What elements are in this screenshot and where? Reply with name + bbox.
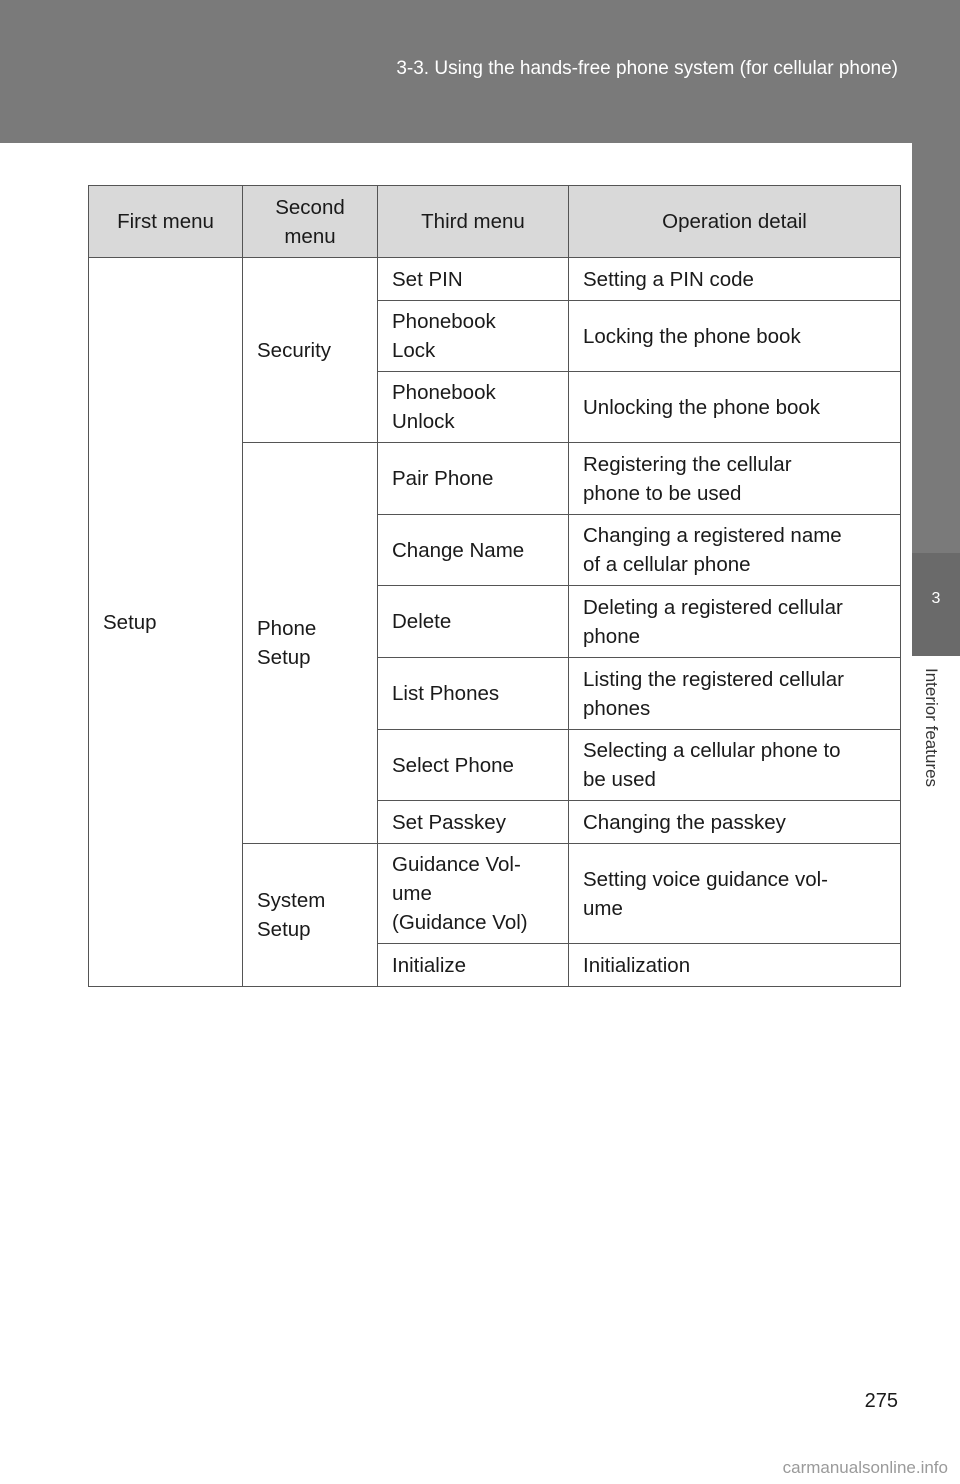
operation-detail-cell: Changing a registered name of a cellular phone: [569, 515, 901, 586]
watermark: carmanualsonline.info: [782, 1458, 948, 1477]
third-menu-cell: Guidance Vol- ume (Guidance Vol): [378, 844, 569, 944]
operation-detail-cell: Selecting a cellular phone to be used: [569, 730, 901, 801]
third-menu-cell: Phonebook Lock: [378, 301, 569, 372]
third-menu-cell: Change Name: [378, 515, 569, 586]
page-number: 275: [864, 1390, 898, 1412]
chapter-tab-label-text: Interior features: [922, 668, 941, 788]
third-menu-cell: Set PIN: [378, 258, 569, 301]
operation-detail-cell: Setting voice guidance vol- ume: [569, 844, 901, 944]
operation-detail-cell: Setting a PIN code: [569, 258, 901, 301]
header-first-menu: First menu: [89, 186, 243, 258]
operation-detail-cell: Listing the registered cellular phones: [569, 658, 901, 730]
first-menu-cell: Setup: [89, 258, 243, 987]
second-menu-cell: System Setup: [243, 844, 378, 987]
third-menu-cell: Pair Phone: [378, 443, 569, 515]
side-tab-bar: [912, 143, 960, 553]
operation-detail-cell: Changing the passkey: [569, 801, 901, 844]
header-third-menu: Third menu: [378, 186, 569, 258]
third-menu-cell: Delete: [378, 586, 569, 658]
table-header-row: [89, 186, 901, 258]
third-menu-cell: Phonebook Unlock: [378, 372, 569, 443]
chapter-tab-number[interactable]: 3: [912, 553, 960, 656]
third-menu-cell: Initialize: [378, 944, 569, 987]
operation-detail-cell: Locking the phone book: [569, 301, 901, 372]
operation-detail-cell: Deleting a registered cellular phone: [569, 586, 901, 658]
page-header: [0, 0, 960, 143]
operation-detail-cell: Initialization: [569, 944, 901, 987]
third-menu-cell: List Phones: [378, 658, 569, 730]
third-menu-cell: Select Phone: [378, 730, 569, 801]
menu-table: [88, 185, 901, 987]
chapter-tab-label: [911, 668, 951, 828]
second-menu-cell: Phone Setup: [243, 443, 378, 844]
header-operation-detail: Operation detail: [569, 186, 901, 258]
third-menu-cell: Set Passkey: [378, 801, 569, 844]
section-title: 3-3. Using the hands-free phone system (for cellular phone): [396, 58, 898, 79]
table-row: [89, 258, 901, 301]
second-menu-cell: Security: [243, 258, 378, 443]
operation-detail-cell: Unlocking the phone book: [569, 372, 901, 443]
operation-detail-cell: Registering the cellular phone to be used: [569, 443, 901, 515]
header-second-menu: Second menu: [243, 186, 378, 258]
